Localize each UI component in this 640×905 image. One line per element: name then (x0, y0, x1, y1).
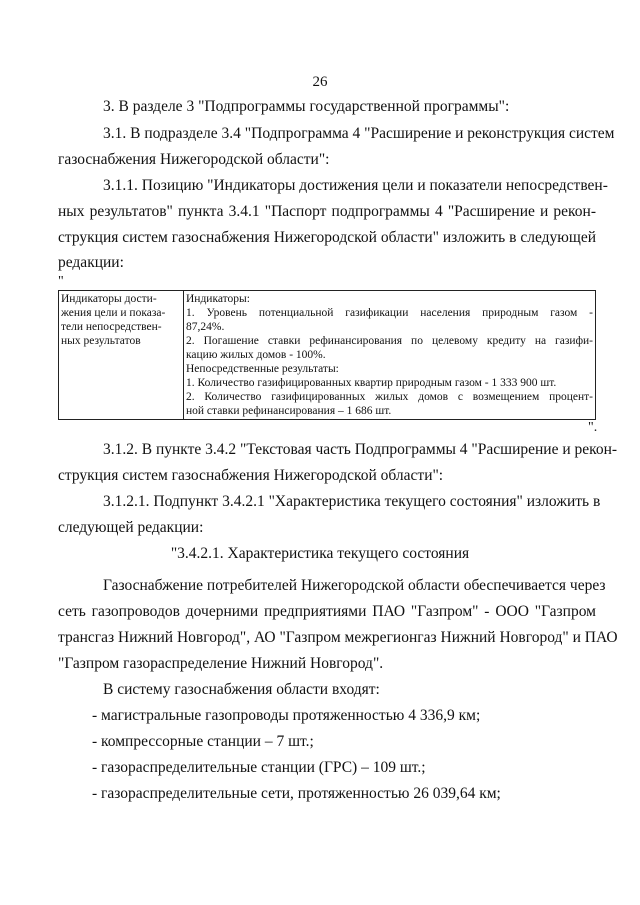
sub-3-1-2-line-2: струкция систем газоснабжения Нижегородской области": (58, 467, 444, 484)
list-item: - газораспределительные сети, протяженностью 26 039,64 км; (92, 785, 501, 802)
right-cell-line: 2. Погашение ставки рефинансирования по целевому кредиту на газифи- (186, 335, 593, 347)
sub-3-1-line-2: газоснабжения Нижегородской области": (58, 151, 330, 168)
right-cell-line: Непосредственные результаты: (186, 363, 339, 375)
supply-para-line-1: Газоснабжение потребителей Нижегородской области обеспечивается через (103, 577, 606, 594)
supply-para-line-2: сеть газопроводов дочерними предприятиями ПАО "Газпром" - ООО "Газпром (58, 603, 596, 620)
sub-3-1-2-1-line-2: следующей редакции: (58, 519, 204, 536)
sub-3-1-1-line-1: 3.1.1. Позицию "Индикаторы достижения цели и показатели непосредствен- (103, 177, 608, 194)
right-cell-line: 87,24%. (186, 321, 225, 333)
right-cell-line: кацию жилых домов - 100%. (186, 349, 326, 361)
list-item: - газораспределительные станции (ГРС) – 109 шт.; (92, 759, 426, 776)
indicators-label-cell (59, 291, 184, 420)
left-cell-line: Индикаторы дости- (61, 293, 157, 305)
indicators-table (58, 290, 596, 420)
sub-3-1-1-line-4: редакции: (58, 254, 124, 271)
list-item: - магистральные газопроводы протяженностью 4 336,9 км; (92, 707, 481, 724)
opening-quote: " (58, 274, 64, 289)
closing-quote: ". (588, 420, 598, 435)
table-row (59, 291, 596, 420)
list-item: - компрессорные станции – 7 шт.; (92, 733, 314, 750)
page-number: 26 (312, 74, 328, 90)
subsection-heading: "3.4.2.1. Характеристика текущего состояния (170, 545, 470, 562)
right-cell-line: ной ставки рефинансирования – 1 686 шт. (186, 405, 392, 417)
supply-para-line-4: "Газпром газораспределение Нижний Новгород". (58, 655, 384, 672)
sub-3-1-2-1-line-1: 3.1.2.1. Подпункт 3.4.2.1 "Характеристика текущего состояния" изложить в (103, 493, 601, 510)
right-cell-line: Индикаторы: (186, 293, 250, 305)
sub-3-1-1-line-2: ных результатов" пункта 3.4.1 "Паспорт подпрограммы 4 "Расширение и рекон- (58, 203, 596, 220)
left-cell-line: тели непосредствен- (61, 321, 162, 333)
section-3-heading: 3. В разделе 3 "Подпрограммы государственной программы": (103, 98, 510, 115)
right-cell-line: 1. Количество газифицированных квартир природным газом - 1 333 900 шт. (186, 377, 557, 389)
indicators-values-cell (184, 291, 596, 420)
sub-3-1-2-line-1: 3.1.2. В пункте 3.4.2 "Текстовая часть Подпрограммы 4 "Расширение и рекон- (103, 441, 618, 458)
left-cell-line: жения цели и показа- (61, 307, 166, 319)
supply-para-line-3: трансгаз Нижний Новгород", АО "Газпром межрегионгаз Нижний Новгород" и ПАО (58, 629, 618, 646)
right-cell-line: 1. Уровень потенциальной газификации населения природным газом - (186, 307, 593, 319)
left-cell-line: ных результатов (61, 335, 141, 347)
sub-3-1-line-1: 3.1. В подразделе 3.4 "Подпрограмма 4 "Расширение и реконструкция систем (103, 125, 615, 142)
sub-3-1-1-line-3: струкция систем газоснабжения Нижегородской области" изложить в следующей (58, 229, 596, 246)
right-cell-line: 2. Количество газифицированных жилых домов с возмещением процент- (186, 391, 593, 403)
system-intro: В систему газоснабжения области входят: (103, 681, 380, 698)
